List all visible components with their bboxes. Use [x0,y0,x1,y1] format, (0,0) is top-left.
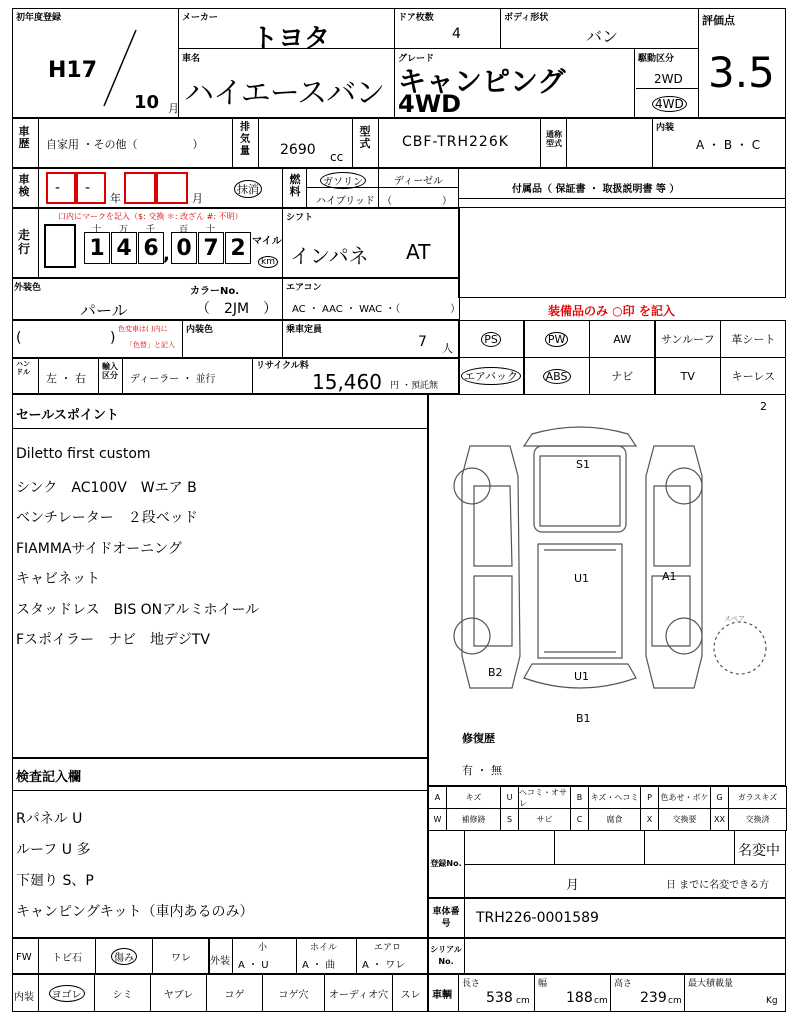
serial-section [428,938,786,974]
legend-cell: A [428,786,447,809]
inspection-year-box-2 [76,172,106,204]
equipment-item [589,357,655,395]
equipment-item-label: 革シート [731,333,776,346]
body-label: ボディ形状 [504,13,549,23]
recycle-value: 15,460 [312,370,382,394]
shift-type: AT [406,240,431,264]
inspection-month-box-2 [156,172,188,204]
damage-mark-b1: B1 [576,712,591,725]
odometer-digit: 1 [84,232,110,264]
legend-cell: P [640,786,659,809]
maker-label: メーカー [182,13,218,23]
length-value: 538 [486,990,513,1006]
legend-cell: 色あせ・ボケ [658,786,711,809]
fw-item [95,938,153,974]
color-code-value: （ 2JM ） [196,301,278,317]
mileage-unit-mile: マイル [252,236,282,247]
sales-line: Fスポイラー ナビ 地デジTV [16,632,210,648]
interior-item [324,974,393,1012]
displacement-value: 2690 [280,142,316,158]
height-unit: cm [668,996,682,1006]
equipment-item [655,320,721,358]
ext-color-label: 外装色 [14,283,42,293]
ac-value: AC ・ AAC ・ WAC ・（ ） [292,304,461,315]
ext-small-value: A ・ U [238,960,269,971]
sales-title: セールスポイント [16,408,119,423]
body-value: バン [586,27,619,46]
equipment-item-label: エアバック [461,367,521,385]
equipment-item-label: キーレス [731,370,776,383]
aero-value: A ・ ワレ [362,960,406,971]
legend-cell: S [500,808,519,831]
drive-label: 駆動区分 [638,54,675,64]
height-value: 239 [640,990,667,1006]
width-value: 188 [566,990,593,1006]
fw-item-label: トビ石 [52,952,82,964]
mileage-note: 口内にマークを記入（$: 交換 ＊: 改ざん #: 不明） [58,212,243,221]
chassis-label: 車体番号 [432,907,460,929]
drive-2wd: 2WD [654,72,683,86]
size-label: 車輌 [432,990,452,1001]
diagram-page-no: 2 [760,400,767,413]
inspection-title: 検査記入欄 [16,770,82,785]
interior-label: 内装 [656,123,675,133]
equipment-item [524,320,590,358]
legend-cell: 交換要 [658,808,711,831]
grade-line1: キャンピング [398,65,566,98]
extras-panel [458,168,786,298]
doors-label: ドア枚数 [398,13,434,23]
sales-line: キャビネット [16,571,100,587]
car-name-value: ハイエースバン [184,76,385,111]
score-label: 評価点 [702,14,735,27]
inspection-label: 車検 [18,173,30,198]
interior-item-label: シミ [112,989,133,1001]
fw-item [152,938,210,974]
recycle-label: リサイクル料 [256,361,309,371]
legend-cell: ガラスキズ [728,786,787,809]
score-value: 3.5 [708,48,775,97]
color-code-label: カラーNo. [190,286,240,297]
maker-value: トヨタ [252,24,331,54]
color-change-note-1: 色変車は( )内に [118,325,168,333]
length-unit: cm [516,996,530,1006]
displacement-unit: cc [330,150,344,164]
fw-item-label: ワレ [171,952,191,964]
fw-item-label: 傷み [111,948,137,965]
sales-line: FIAMMAサイドオーニング [16,540,182,557]
fuel-gasoline: ガソリン [320,172,366,189]
equipment-item [720,357,786,395]
handle-label: ハンドル [16,360,30,376]
odometer-digit: 0 [171,232,197,264]
handle-value: 左 ・ 右 [46,372,86,385]
equipment-item-label: PS [481,332,501,347]
height-label: 高さ [614,979,633,989]
legend-cell: サビ [518,808,571,831]
ext-label: 外装 [210,956,230,967]
legend-cell: キズ [446,786,501,809]
ext-color-value: パール [80,301,128,320]
car-name-label: 車名 [182,54,201,64]
interior-item [150,974,207,1012]
interior-item-label: コゲ穴 [278,989,309,1001]
car-diagram [440,416,780,726]
fuel-diesel: ディーゼル [394,176,443,187]
odometer-digit-label: 十 [92,225,102,235]
inspection-line: キャンピングキット（車内あるのみ） [16,904,254,920]
interior-item [262,974,325,1012]
repair-value: 有 ・ 無 [462,764,502,777]
model-value: CBF-TRH226K [402,134,509,150]
odometer-digit: 2 [225,232,251,264]
equip-title: 装備品のみ ○印 を記入 [548,304,675,318]
inspection-line: Rパネル U [16,811,83,827]
grade-label: グレード [398,54,435,64]
width-label: 幅 [538,979,548,989]
wheel-value: A ・ 曲 [302,960,336,971]
fuel-label: 燃料 [289,173,301,198]
inspection-month-unit: 月 [192,192,203,205]
legend-cell: W [428,808,447,831]
damage-mark-u1-rear: U1 [574,670,590,683]
aero-label: エアロ [374,943,402,953]
sales-line: Diletto first custom [16,446,151,462]
odometer-digit-label: 万 [119,225,129,235]
inspection-line: ルーフ U 多 [16,842,91,858]
first-reg-label: 初年度登録 [16,13,62,23]
mileage-label: 走行 [17,228,30,256]
odometer-comma: , [163,244,170,265]
interior-item-label: コゲ [224,989,245,1001]
odometer-digit-label: 十 [206,225,216,235]
width-unit: cm [594,996,608,1006]
ac-label: エアコン [286,283,322,293]
interior-item [206,974,263,1012]
legend-cell: X [640,808,659,831]
repair-label: 修復歴 [462,732,495,745]
int-color-section [12,320,460,358]
legend-cell: キズ・ヘコミ [588,786,641,809]
import-label: 輸入区分 [102,362,118,380]
odometer-digit-label: 百 [179,225,189,235]
equipment-item-label: サンルーフ [660,333,715,346]
fuel-other: （ ） [382,196,452,207]
displacement-label: 排気量 [240,122,250,157]
interior-item [38,974,95,1012]
capacity-unit: 人 [442,342,453,355]
odometer-digit: 7 [198,232,224,264]
odometer-digit-label: 千 [146,225,156,235]
interior-item-label: ヤブレ [163,989,194,1001]
wheel-label: ホイル [310,943,338,953]
chassis-no: TRH226-0001589 [476,910,599,926]
extras-title: 付属品（ 保証書 ・ 取扱説明書 等 ） [512,184,680,195]
odometer-digit: 6 [138,232,164,264]
legend-cell: G [710,786,729,809]
common-model-label: 通称型式 [546,130,562,148]
inspection-year-box-1 [46,172,76,204]
inspection-expired: 抹消 [234,180,262,198]
int-label: 内装 [14,992,34,1003]
legend-cell: U [500,786,519,809]
equipment-item [458,357,524,395]
odometer-digit: 4 [111,232,137,264]
load-label: 最大積載量 [688,979,734,989]
equipment-item-label: AW [613,332,632,346]
legend-cell: XX [710,808,729,831]
inspection-year-unit: 年 [110,192,121,205]
damage-mark-s1: S1 [576,458,590,471]
sales-line: ベンチレーター ２段ベッド [16,510,198,526]
equipment-item [589,320,655,358]
capacity-value: 7 [418,334,427,350]
interior-item-label: スレ [400,989,421,1001]
load-unit: Kg [766,996,778,1006]
damage-mark-u1-body: U1 [574,572,590,585]
recycle-unit: 円 [390,381,400,391]
recycle-deposit: ・預託無 [402,381,439,391]
damage-mark-b2: B2 [488,666,503,679]
fw-item [38,938,96,974]
ext-small-label: 小 [258,943,268,953]
length-label: 長さ [462,979,481,989]
fuel-hybrid: ハイブリッド [316,196,375,207]
equipment-item-label: ABS [543,369,571,384]
sales-line: スタッドレス BIS ONアルミホイール [16,601,260,618]
reg-day-note: 日 までに名変できる方 [666,880,770,891]
equipment-item [458,320,524,358]
interior-item [94,974,151,1012]
mileage-mark-box [44,224,76,268]
legend-cell: C [570,808,589,831]
interior-item [392,974,429,1012]
drive-4wd: 4WD [652,96,687,112]
equipment-item [720,320,786,358]
name-change: 名変中 [738,843,780,859]
interior-item-label: オーディオ穴 [328,989,389,1001]
spare-label: スペア [724,615,745,623]
capacity-label: 乗車定員 [286,325,323,335]
equipment-item [524,357,590,395]
fw-label: FW [16,952,32,963]
legend-cell: B [570,786,589,809]
int-color-label: 内装色 [186,325,214,335]
model-label: 型式 [359,125,371,150]
equipment-item-label: PW [545,332,569,347]
shift-position: インパネ [290,244,369,268]
shift-label: シフト [286,213,314,223]
inspection-month-box-1 [124,172,156,204]
interior-item-label: ヨゴレ [49,985,85,1002]
grade-line2: 4WD [398,90,462,118]
legend-cell: ヘコミ・オサレ [518,786,571,809]
serial-label: シリアルNo. [430,945,462,966]
doors-value: 4 [452,26,461,42]
history-value: 自家用 ・その他（ ） [46,138,204,151]
import-value: ディーラー ・ 並行 [130,374,216,385]
interior-grade: A ・ B ・ C [696,138,761,152]
equipment-item-label: TV [680,369,695,383]
equipment-item [655,357,721,395]
equipment-item-label: ナビ [611,370,634,383]
first-reg-month-unit: 月 [168,102,179,115]
reg-month-unit: 月 [566,878,580,893]
color-change-note-2: 「色替」と記入 [126,341,175,349]
mileage-unit-km: km [258,256,278,268]
first-reg-year: H17 [48,58,98,83]
inspection-line: 下廻り S、P [16,873,94,889]
legend-cell: 交換済 [728,808,787,831]
legend-cell: 腐食 [588,808,641,831]
sales-line: シンク AC100V Wエア B [16,479,197,496]
damage-mark-a1: A1 [662,570,677,583]
legend-cell: 補修跡 [446,808,501,831]
history-label: 車歴 [18,125,30,150]
reg-no-label: 登録No. [430,859,462,868]
first-reg-month: 10 [134,92,160,113]
